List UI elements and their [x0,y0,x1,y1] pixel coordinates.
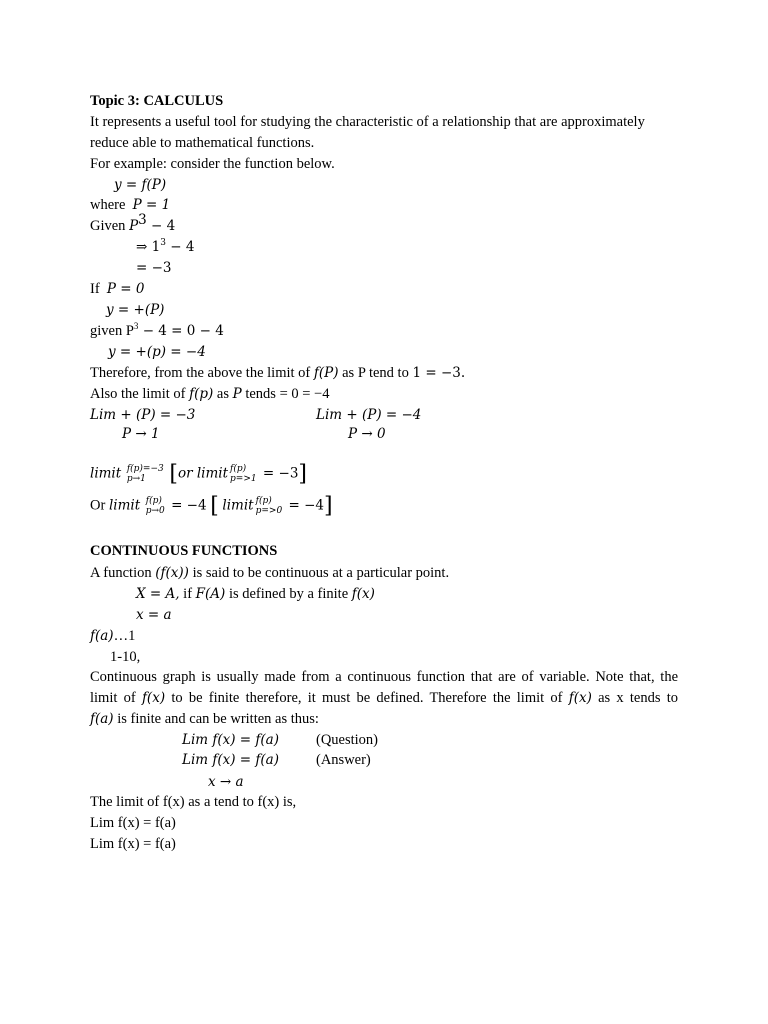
also-line [90,385,329,403]
para-line-2 [90,689,678,707]
lim-left-top: Lim + (P) = −3 [90,407,196,423]
limit2-sub: p=>1 [230,474,257,484]
cf2-fx: f(x) [351,586,375,602]
lim-answer-eq: Lim f(x) = f(a) [182,752,279,768]
y-plus-p-minus4: y = +(p) = −4 [108,344,206,360]
para2-pre: limit of [90,690,142,706]
left-bracket-1: [ [169,461,178,487]
answer-label: (Answer) [316,752,371,768]
left-bracket-2: [ [210,493,219,519]
implies-exp: 3 [160,238,166,248]
limit4-stack [256,496,283,516]
also-fp: f(p) [189,386,214,402]
also-mid: as [213,386,233,402]
cf1-pre: A function [90,565,156,581]
limit-line-1 [90,461,307,487]
where-line [90,196,170,214]
given2-exp: 3 [133,321,139,331]
also-rest: tends = 0 = −4 [241,386,330,402]
intro-line-2: reduce able to mathematical functions. [90,135,315,151]
or-text: Or [90,497,106,514]
also-pre: Also the limit of [90,386,190,402]
intro-line-1: It represents a useful tool for studying the characteristic of a relationship that are approximately [90,114,645,130]
cf1-fx: (f(x)) [155,565,189,581]
if-text: If [90,281,100,297]
implies-line [136,238,194,256]
therefore-mid: as P tend to [338,365,413,381]
continuous-heading: CONTINUOUS FUNCTIONS [90,543,278,559]
also-p: P [232,386,242,402]
limit3-sup: f(p) [145,496,162,506]
topic-heading: Topic 3: CALCULUS [90,93,224,109]
limit1-sub: p→1 [126,474,146,484]
implies-rest: − 4 [165,239,195,255]
limit2-stack [230,464,257,484]
cf-line-4 [90,627,135,645]
lim-question-eq: Lim f(x) = f(a) [182,732,279,748]
limit-line-2 [90,493,333,519]
cf2-xa: X = A, [136,586,180,602]
therefore-line [90,364,465,382]
cf1-rest: is said to be continuous at a particular point. [188,565,450,581]
limit3-sub: p→0 [145,506,165,516]
cf2-mid: if [179,586,196,602]
para2-fx2: f(x) [568,690,592,706]
final-line-3: Lim f(x) = f(a) [90,836,176,852]
final-line-1: The limit of f(x) as a tend to f(x) is, [90,794,297,810]
x-to-a: x → a [208,774,244,790]
given-expr-base: P [129,218,139,234]
given-expr-exp: 3 [138,212,147,228]
cf4-rest: …1 [113,628,136,644]
para-line-1: Continuous graph is usually made from a continuous function that are of variable. Note that, the [90,669,678,685]
cf-line-2 [136,585,375,603]
lim-left-bottom: P → 1 [122,426,160,442]
limit-word-2: limit [108,497,141,514]
or-limit: or limit [177,465,229,482]
cf4-fa: f(a) [90,628,114,644]
where-text: where [90,197,126,213]
y-plus-p: y = +(P) [106,302,165,318]
question-label: (Question) [316,732,379,748]
example-intro: For example: consider the function below. [90,156,335,172]
limit1-sup: f(p)=−3 [126,464,164,474]
cf2-rest: is defined by a finite [225,586,352,602]
implies-prefix: ⇒ 1 [136,239,161,255]
limit3-eq: = −4 [166,497,207,514]
limit4-sub: p=>0 [255,506,283,516]
limit2-eq: = −3 [258,465,299,482]
limit-word-1: limit [90,465,122,482]
limit1-stack [127,464,164,484]
cf2-fa: F(A) [195,586,226,602]
limit2-sup: f(p) [230,464,247,474]
cf-line-3: x = a [136,607,172,623]
para3-fa: f(a) [90,711,114,727]
final-line-2: Lim f(x) = f(a) [90,815,176,831]
para3-rest: is finite and can be written as thus: [113,711,319,727]
limit4-eq: = −4 [284,497,324,514]
para-line-3 [90,710,319,728]
right-bracket-2: ] [323,493,333,519]
equals-minus-3: = −3 [136,260,172,276]
p-equals-1: P = 1 [132,197,171,213]
given2-rest: − 4 = 0 − 4 [138,323,224,339]
limit3-stack [146,496,165,516]
equation-y-fp: y = f(P) [114,177,167,193]
limit4-sup: f(p) [255,496,272,506]
lim-right-top: Lim + (P) = −4 [316,407,422,423]
given-expr-rest: − 4 [146,218,176,234]
p-equals-0: P = 0 [106,281,145,297]
cf-line-1 [90,564,449,582]
right-bracket-1: ] [298,461,307,487]
lim-right-bottom: P → 0 [348,426,386,442]
limit-word-3: limit [222,497,254,514]
therefore-val: 1 = −3. [412,365,466,381]
given2-line [90,322,224,340]
therefore-pre: Therefore, from the above the limit of [90,365,314,381]
para2-rest: as x tends to [591,690,678,706]
para2-fx: f(x) [141,690,166,706]
therefore-fp: f(P) [313,365,339,381]
if-line [90,280,145,298]
given-text: Given [90,218,126,234]
given2-text: given P [90,323,134,339]
cf-line-5: 1-10, [110,649,141,665]
given-line [90,212,176,235]
para2-mid: to be finite therefore, it must be defined. Therefore the limit of [165,690,569,706]
